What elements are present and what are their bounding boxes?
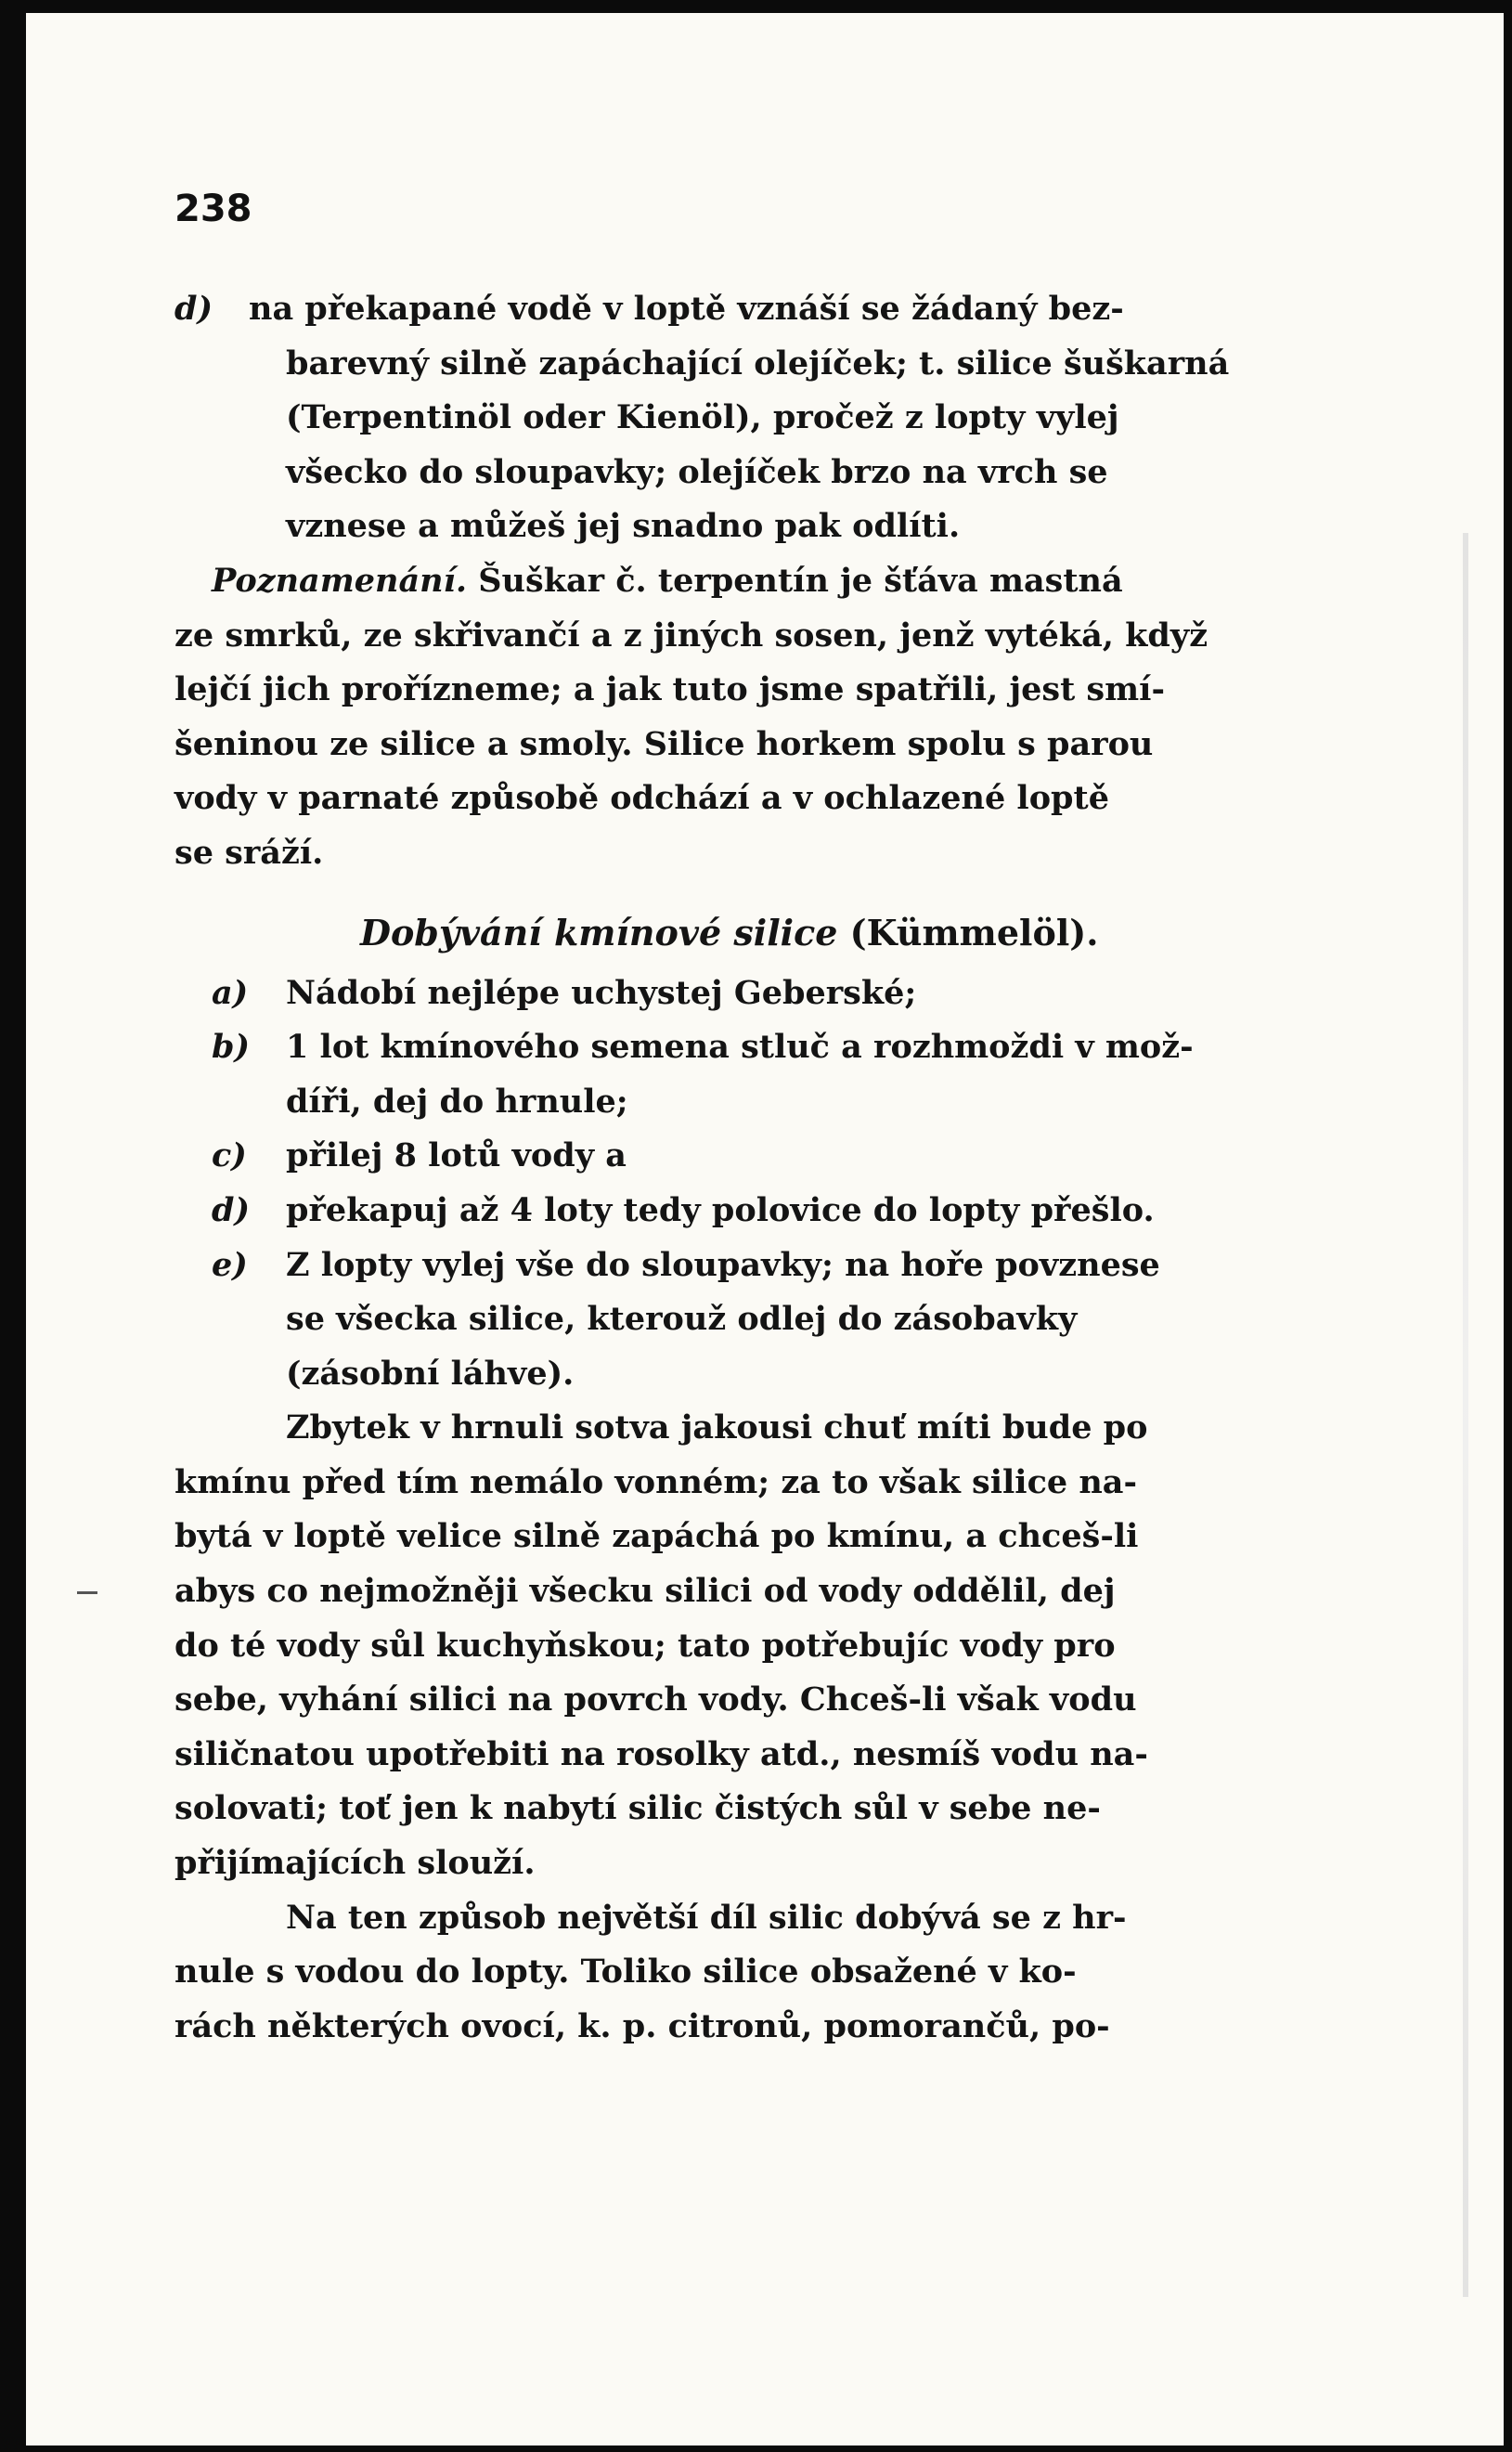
line-text: na překapané vodě v loptě vznáší se žádaný bez-	[249, 290, 1124, 328]
text-line: sebe, vyhání silici na povrch vody. Chceš-li však vodu	[174, 1680, 1137, 1719]
text-line: všecko do sloupavky; olejíček brzo na vrch se	[286, 452, 1108, 491]
item-label: c)	[212, 1136, 247, 1175]
text-line: nule s vodou do lopty. Toliko silice obsažené v ko-	[174, 1953, 1077, 1991]
text-line: abys co nejmožněji všecku silici od vody oddělil, dej	[174, 1572, 1116, 1611]
list-item	[174, 1129, 1346, 1184]
book-page	[26, 13, 1504, 2446]
text-line: (Terpentinöl oder Kienöl), pročež z lopty vylej	[286, 398, 1119, 437]
text-line: šeninou ze silice a smoly. Silice horkem spolu s parou	[174, 724, 1154, 763]
heading-german: (Kümmelöl).	[849, 911, 1099, 954]
list-item	[174, 1184, 1346, 1239]
page-number: 238	[174, 188, 252, 230]
item-label: e)	[212, 1245, 248, 1284]
note-label: Poznamenání.	[212, 561, 468, 600]
text-line: kmínu před tím nemálo vonném; za to však silice na-	[174, 1462, 1138, 1501]
page-edge-shadow	[1463, 533, 1468, 2297]
line-text: přilej 8 lotů vody a	[286, 1136, 627, 1175]
text-line: Na ten způsob největší díl silic dobývá se z hr-	[286, 1898, 1127, 1937]
item-label: d)	[212, 1190, 251, 1229]
line-text: 1 lot kmínového semena stluč a rozhmoždi v mož-	[286, 1028, 1194, 1067]
text-line: (zásobní láhve).	[286, 1354, 575, 1393]
list-item	[174, 1020, 1346, 1075]
text-line: barevný silně zapáchající olejíček; t. silice šuškarná	[286, 344, 1230, 383]
text-line: solovati; toť jen k nabytí silic čistých sůl v sebe ne-	[174, 1789, 1101, 1828]
text-line: Zbytek v hrnuli sotva jakousi chuť míti bude po	[286, 1408, 1148, 1447]
item-label: b)	[212, 1028, 251, 1067]
text-line: přijímajících slouží.	[174, 1844, 536, 1883]
line-text: překapuj až 4 loty tedy polovice do lopty přešlo.	[286, 1190, 1155, 1229]
margin-mark	[77, 1591, 97, 1594]
text-line: rách některých ovocí, k. p. citronů, pomorančů, po-	[174, 2006, 1110, 2045]
text-line	[174, 282, 1346, 337]
line-text: Šuškar č. terpentín je šťáva mastná	[478, 561, 1123, 600]
text-line: lejčí jich prořízneme; a jak tuto jsme spatřili, jest smí-	[174, 670, 1165, 709]
section-heading	[174, 900, 1346, 967]
text-line: díři, dej do hrnule;	[286, 1082, 628, 1121]
text-line: siličnatou upotřebiti na rosolky atd., nesmíš vodu na-	[174, 1734, 1148, 1773]
text-line: se sráží.	[174, 833, 324, 872]
line-text: Z lopty vylej vše do sloupavky; na hoře povznese	[286, 1245, 1160, 1284]
text-line: vznese a můžeš jej snadno pak odlíti.	[286, 507, 961, 546]
text-line: bytá v loptě velice silně zapáchá po kmínu, a chceš-li	[174, 1517, 1139, 1556]
text-line: se všecka silice, kterouž odlej do zásobavky	[286, 1300, 1078, 1339]
text-line: do té vody sůl kuchyňskou; tato potřebujíc vody pro	[174, 1626, 1116, 1665]
heading-text: Dobývání kmínové silice	[360, 911, 838, 954]
list-item	[174, 1239, 1346, 1293]
list-item	[174, 967, 1346, 1021]
item-label: a)	[212, 973, 249, 1012]
text-line: ze smrků, ze skřivančí a z jiných sosen, jenž vytéká, když	[174, 616, 1208, 655]
page-text	[174, 282, 1346, 2054]
item-label: d)	[174, 290, 213, 328]
text-line: vody v parnaté způsobě odchází a v ochlazené loptě	[174, 779, 1109, 818]
line-text: Nádobí nejlépe uchystej Geberské;	[286, 973, 917, 1012]
note-first-line	[174, 554, 1346, 609]
